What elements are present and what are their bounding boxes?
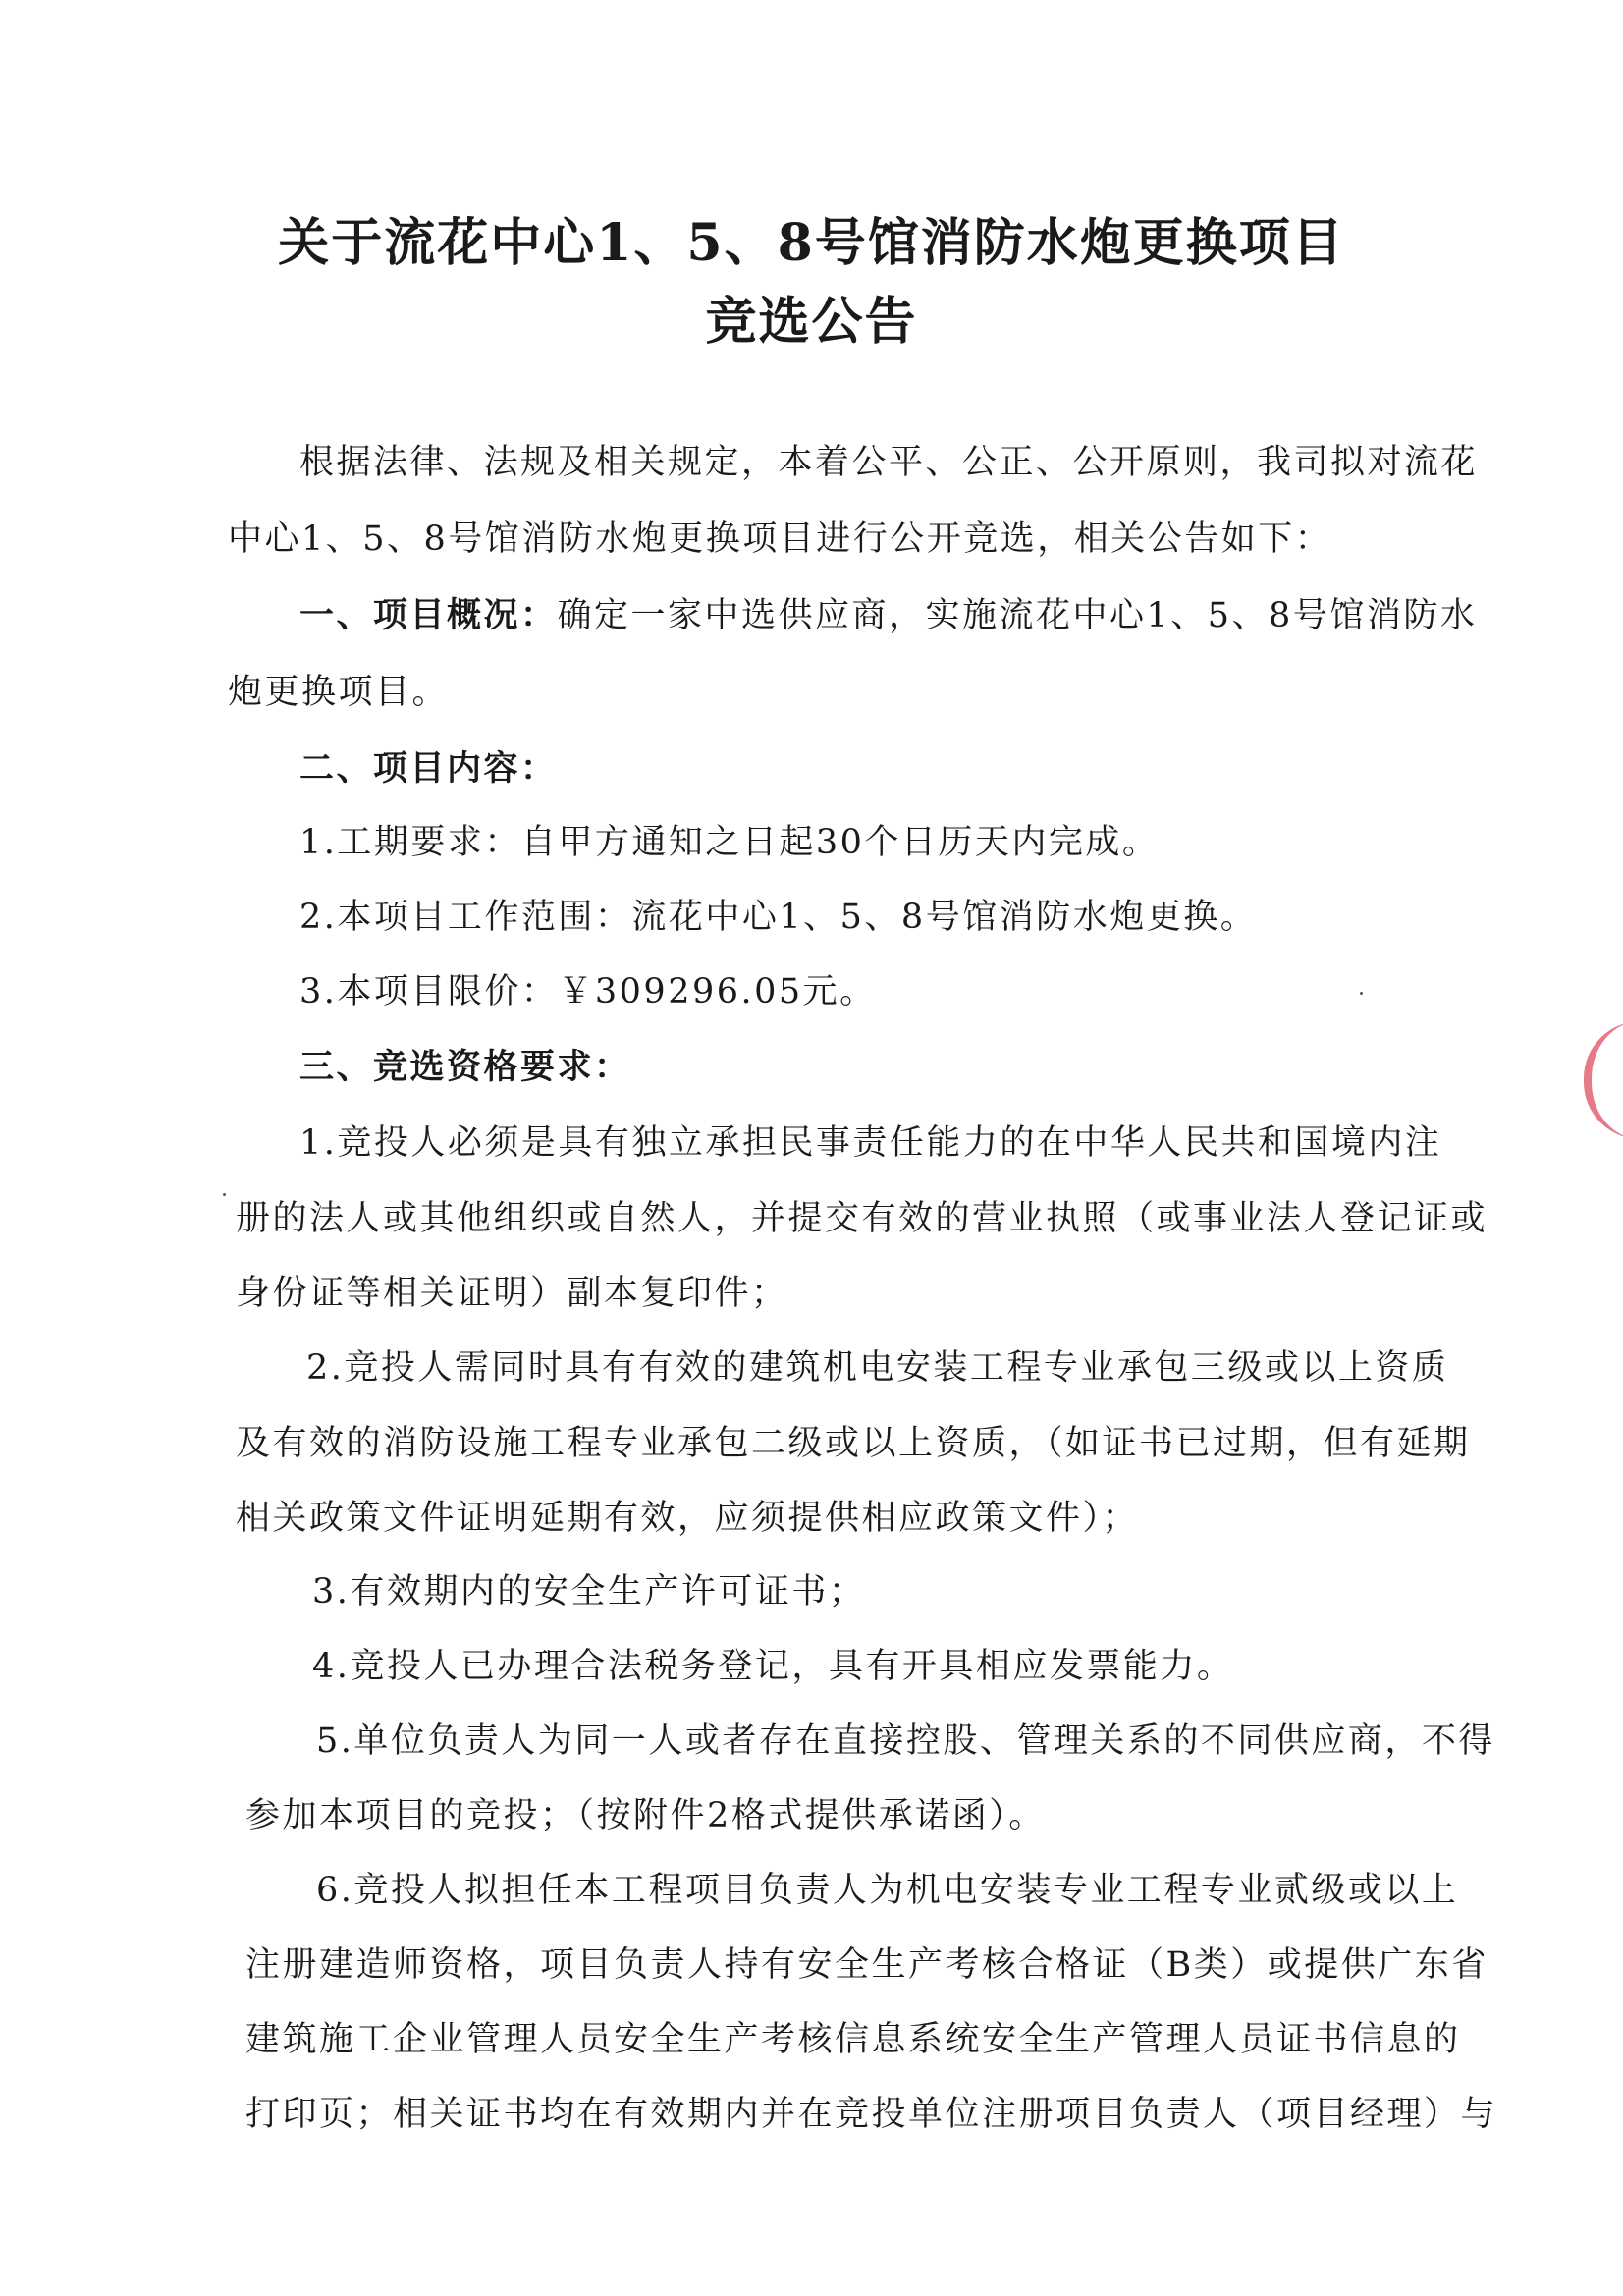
section3-line: 相关政策文件证明延期有效，应须提供相应政策文件）； — [236, 1499, 1140, 1538]
section1-paragraph — [299, 592, 1477, 639]
section3-line: 打印页；相关证书均在有效期内并在竞投单位注册项目负责人（项目经理）与 — [245, 2095, 1498, 2134]
section3-line: 注册建造师资格，项目负责人持有安全生产考核合格证（B类）或提供广东省 — [245, 1945, 1488, 1985]
scan-speck — [1360, 992, 1363, 995]
section3-heading: 三、竞选资格要求： — [299, 1047, 631, 1087]
section3-line: 5.单位负责人为同一人或者存在直接控股、管理关系的不同供应商，不得 — [316, 1722, 1495, 1761]
section3-line: 册的法人或其他组织或自然人，并提交有效的营业执照（或事业法人登记证或 — [236, 1199, 1488, 1238]
document-title-line1: 关于流花中心1、5、8号馆消防水炮更换项目 — [278, 213, 1345, 273]
red-stamp-edge — [1584, 1021, 1623, 1139]
section3-line: 及有效的消防设施工程专业承包二级或以上资质，（如证书已过期，但有延期 — [236, 1424, 1471, 1463]
section3-line: 身份证等相关证明）副本复印件； — [236, 1274, 788, 1313]
section3-line: 建筑施工企业管理人员安全生产考核信息系统安全生产管理人员证书信息的 — [245, 2020, 1461, 2059]
section2-item-3: 3.本项目限价：￥309296.05元。 — [299, 972, 877, 1011]
intro-line-1: 根据法律、法规及相关规定，本着公平、公正、公开原则，我司拟对流花 — [299, 443, 1479, 482]
section1-text: 确定一家中选供应商，实施流花中心1、5、8号馆消防水 — [557, 596, 1478, 635]
section3-line: 参加本项目的竞投；（按附件2格式提供承诺函）。 — [245, 1796, 1046, 1835]
section1-line-2: 炮更换项目。 — [228, 673, 450, 712]
section3-line: 3.有效期内的安全生产许可证书； — [312, 1572, 866, 1612]
document-title-line2: 竞选公告 — [705, 292, 918, 352]
section3-line: 2.竞投人需同时具有有效的建筑机电安装工程专业承包三级或以上资质 — [306, 1348, 1449, 1388]
intro-line-2: 中心1、5、8号馆消防水炮更换项目进行公开竞选，相关公告如下： — [228, 519, 1332, 559]
section3-line: 4.竞投人已办理合法税务登记，具有开具相应发票能力。 — [312, 1647, 1234, 1686]
section2-item-2: 2.本项目工作范围：流花中心1、5、8号馆消防水炮更换。 — [299, 898, 1258, 937]
section1-heading: 一、项目概况： — [299, 595, 558, 635]
section2-heading: 二、项目内容： — [299, 748, 558, 789]
section3-line: 1.竞投人必须是具有独立承担民事责任能力的在中华人民共和国境内注 — [299, 1123, 1442, 1163]
scan-speck — [223, 1193, 226, 1196]
section2-item-1: 1.工期要求：自甲方通知之日起30个日历天内完成。 — [299, 823, 1160, 862]
section3-line: 6.竞投人拟担任本工程项目负责人为机电安装专业工程专业贰级或以上 — [316, 1871, 1459, 1910]
